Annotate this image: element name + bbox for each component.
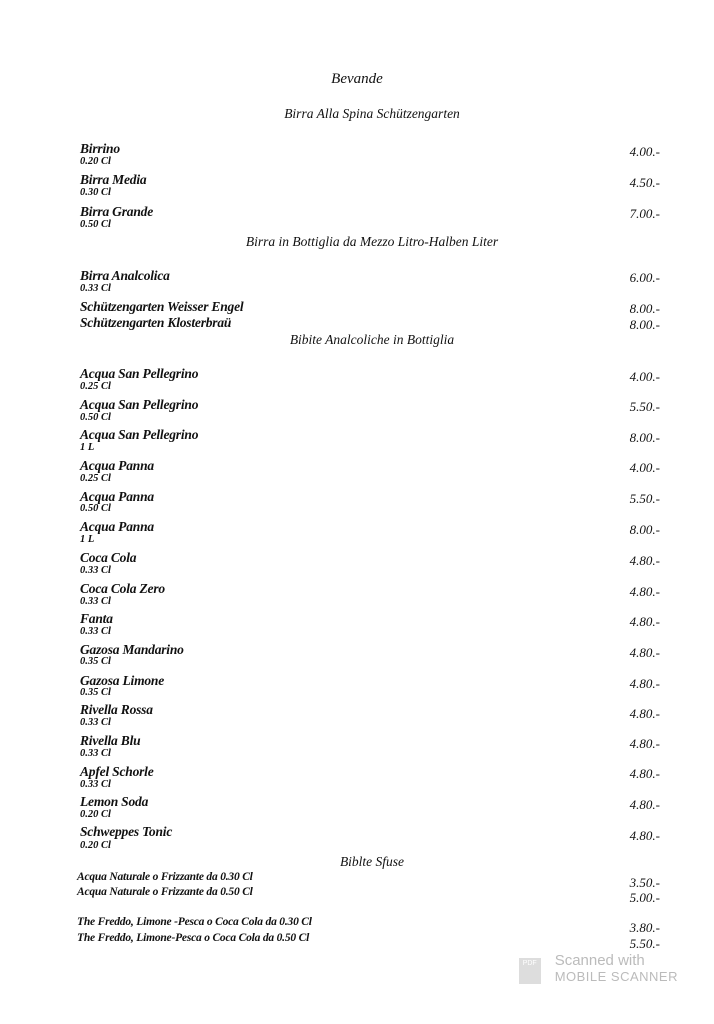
item-price: 8.00.- bbox=[629, 301, 660, 316]
watermark-line2: MOBILE SCANNER bbox=[554, 969, 678, 984]
item-price: 4.80.- bbox=[629, 676, 660, 691]
item-volume: 0.20 Cl bbox=[80, 809, 111, 820]
pdf-icon: PDF bbox=[519, 958, 541, 984]
item-name: Schützengarten Klosterbraü bbox=[80, 315, 232, 330]
item-price: 4.80.- bbox=[629, 706, 660, 721]
item-price: 4.80.- bbox=[629, 766, 660, 781]
item-volume: 0.33 Cl bbox=[80, 596, 111, 607]
item-name: Schützengarten Weisser Engel bbox=[80, 299, 244, 314]
item-name: Lemon Soda bbox=[80, 794, 149, 809]
watermark-line1: Scanned with bbox=[554, 952, 645, 969]
item-price: 5.50.- bbox=[629, 399, 660, 414]
item-price: 4.00.- bbox=[629, 144, 660, 159]
item-volume: 0.35 Cl bbox=[80, 656, 111, 667]
item-name: Fanta bbox=[80, 611, 113, 626]
item-price: 5.00.- bbox=[629, 890, 660, 905]
item-price: 4.80.- bbox=[629, 614, 660, 629]
item-name: The Freddo, Limone-Pesca o Coca Cola da 0.50 Cl bbox=[77, 932, 310, 944]
item-name: Acqua Naturale o Frizzante da 0.50 Cl bbox=[77, 886, 253, 898]
item-volume: 1 L bbox=[80, 442, 95, 453]
scanner-watermark bbox=[522, 952, 678, 984]
item-name: Acqua San Pellegrino bbox=[80, 427, 199, 442]
section-heading: Bibite Analcoliche in Bottiglia bbox=[289, 332, 455, 347]
item-volume: 0.50 Cl bbox=[80, 503, 111, 514]
item-volume: 0.50 Cl bbox=[80, 219, 111, 230]
item-volume: 0.25 Cl bbox=[80, 381, 111, 392]
item-name: Birra Media bbox=[80, 172, 147, 187]
item-price: 4.80.- bbox=[629, 736, 660, 751]
item-name: The Freddo, Limone -Pesca o Coca Cola da 0.30 Cl bbox=[77, 916, 312, 928]
item-price: 4.00.- bbox=[629, 369, 660, 384]
item-name: Acqua San Pellegrino bbox=[80, 366, 199, 381]
item-volume: 0.33 Cl bbox=[80, 717, 111, 728]
item-price: 5.50.- bbox=[629, 491, 660, 506]
item-name: Acqua San Pellegrino bbox=[80, 397, 199, 412]
item-price: 6.00.- bbox=[629, 270, 660, 285]
item-price: 8.00.- bbox=[629, 317, 660, 332]
item-price: 4.50.- bbox=[629, 175, 660, 190]
item-volume: 0.35 Cl bbox=[80, 687, 111, 698]
section-heading: Biblte Sfuse bbox=[339, 854, 405, 869]
item-name: Acqua Panna bbox=[80, 458, 154, 473]
item-volume: 0.20 Cl bbox=[80, 156, 111, 167]
section-heading: Birra Alla Spina Schützengarten bbox=[284, 106, 460, 121]
item-name: Birra Analcolica bbox=[80, 268, 170, 283]
section-heading: Birra in Bottiglia da Mezzo Litro-Halben Liter bbox=[245, 234, 499, 249]
page-title: Bevande bbox=[331, 71, 383, 87]
item-name: Birra Grande bbox=[80, 204, 153, 219]
item-name: Gazosa Mandarino bbox=[80, 642, 184, 657]
item-name: Rivella Blu bbox=[80, 733, 141, 748]
item-name: Apfel Schorle bbox=[80, 764, 154, 779]
item-price: 8.00.- bbox=[629, 430, 660, 445]
item-price: 4.80.- bbox=[629, 584, 660, 599]
item-volume: 0.20 Cl bbox=[80, 840, 111, 851]
item-volume: 1 L bbox=[80, 534, 95, 545]
item-volume: 0.33 Cl bbox=[80, 779, 111, 790]
item-name: Acqua Naturale o Frizzante da 0.30 Cl bbox=[77, 871, 253, 883]
item-volume: 0.33 Cl bbox=[80, 626, 111, 637]
item-name: Birrino bbox=[80, 141, 120, 156]
item-volume: 0.30 Cl bbox=[80, 187, 111, 198]
item-volume: 0.33 Cl bbox=[80, 565, 111, 576]
item-name: Schweppes Tonic bbox=[80, 824, 173, 839]
item-volume: 0.33 Cl bbox=[80, 748, 111, 759]
item-price: 8.00.- bbox=[629, 522, 660, 537]
item-price: 4.00.- bbox=[629, 460, 660, 475]
item-name: Coca Cola bbox=[80, 550, 137, 565]
item-price: 4.80.- bbox=[629, 645, 660, 660]
item-price: 7.00.- bbox=[629, 206, 660, 221]
item-price: 5.50.- bbox=[629, 936, 660, 951]
item-price: 3.50.- bbox=[629, 875, 660, 890]
item-price: 4.80.- bbox=[629, 553, 660, 568]
item-volume: 0.33 Cl bbox=[80, 283, 111, 294]
item-name: Rivella Rossa bbox=[80, 702, 153, 717]
item-name: Coca Cola Zero bbox=[80, 581, 165, 596]
item-name: Gazosa Limone bbox=[80, 673, 165, 688]
item-price: 4.80.- bbox=[629, 797, 660, 812]
item-volume: 0.25 Cl bbox=[80, 473, 111, 484]
item-price: 3.80.- bbox=[629, 920, 660, 935]
item-price: 4.80.- bbox=[629, 828, 660, 843]
item-volume: 0.50 Cl bbox=[80, 412, 111, 423]
item-name: Acqua Panna bbox=[80, 519, 154, 534]
item-name: Acqua Panna bbox=[80, 489, 154, 504]
